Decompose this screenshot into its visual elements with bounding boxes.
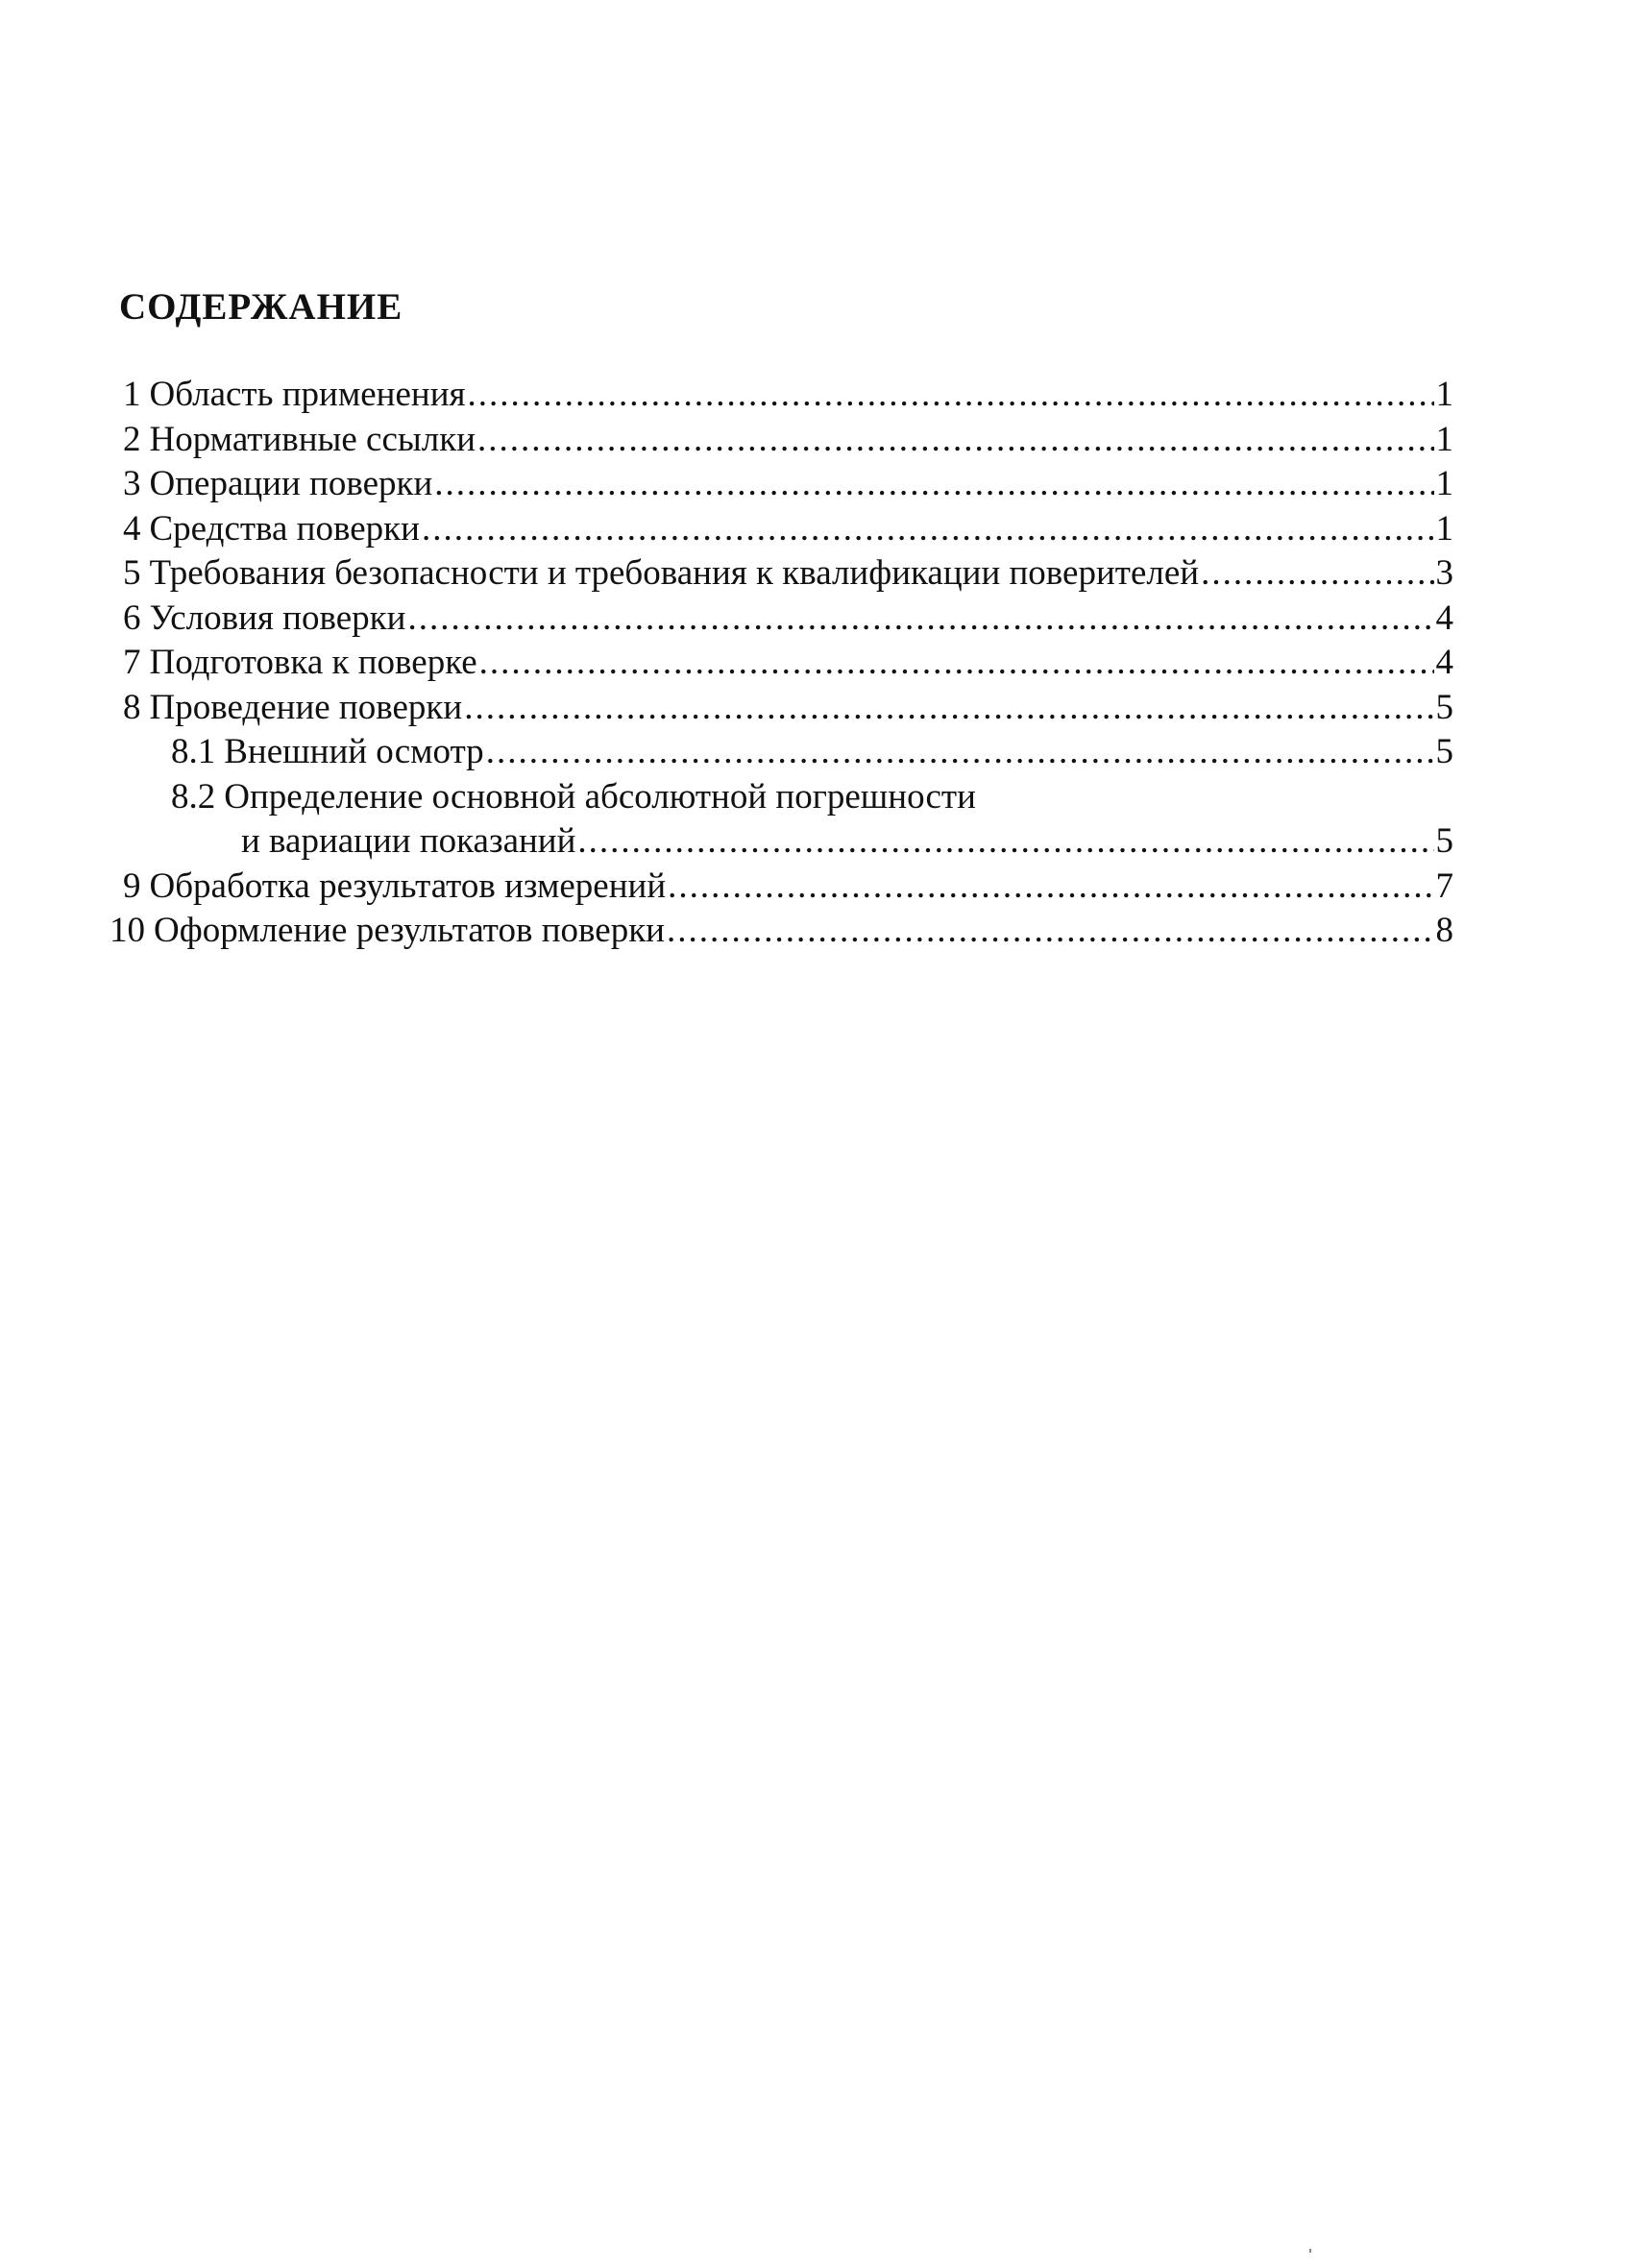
dot-leader bbox=[668, 865, 1433, 910]
dot-leader bbox=[422, 507, 1434, 552]
toc-entry bbox=[123, 865, 1453, 910]
toc-entry-page: 4 bbox=[1435, 597, 1453, 638]
toc-entry-title: Проведение поверки bbox=[149, 687, 463, 727]
toc-entry-page: 1 bbox=[1435, 464, 1453, 503]
toc-entry-number: 9 bbox=[123, 866, 141, 906]
toc-title: СОДЕРЖАНИЕ bbox=[119, 286, 403, 328]
dot-leader bbox=[468, 373, 1434, 418]
toc-entry bbox=[123, 551, 1453, 597]
toc-entry bbox=[123, 641, 1453, 686]
toc-entry-title: Операции поверки bbox=[149, 464, 433, 503]
toc-entry-title: Область применения bbox=[149, 375, 466, 414]
toc-entry-title: Внешний осмотр bbox=[224, 732, 484, 771]
toc-entry-title: и вариации показаний bbox=[241, 821, 576, 861]
toc-entry-number: 2 bbox=[123, 419, 141, 459]
toc-entry-number: 6 bbox=[123, 597, 141, 638]
toc-entry bbox=[123, 418, 1453, 463]
toc-entry-page: 5 bbox=[1435, 732, 1453, 771]
toc-entry-page: 7 bbox=[1435, 866, 1453, 906]
scan-speck bbox=[1309, 2249, 1311, 2253]
toc-entry bbox=[123, 597, 1453, 642]
toc-entry-title: Условия поверки bbox=[149, 597, 406, 638]
dot-leader bbox=[667, 909, 1434, 954]
dot-leader bbox=[464, 686, 1433, 731]
toc-subentry-continuation bbox=[123, 819, 1453, 865]
toc-entry-title: Подготовка к поверке bbox=[149, 643, 477, 682]
toc-entry-number: 3 bbox=[123, 464, 141, 503]
toc-entry-number: 7 bbox=[123, 643, 141, 682]
toc-subentry bbox=[123, 730, 1453, 775]
dot-leader bbox=[477, 418, 1433, 463]
toc-entry-number: 4 bbox=[123, 508, 141, 549]
toc-entry-title: Обработка результатов измерений bbox=[149, 866, 667, 906]
dot-leader bbox=[434, 462, 1433, 507]
toc-entry-page: 3 bbox=[1435, 553, 1453, 593]
toc-entry-page: 1 bbox=[1435, 508, 1453, 549]
toc-entry-number: 1 bbox=[123, 375, 141, 414]
toc-entry-title: Оформление результатов поверки bbox=[154, 911, 665, 950]
toc-entry bbox=[123, 507, 1453, 552]
toc-entry-number: 8.2 bbox=[171, 776, 216, 817]
toc-entry bbox=[110, 909, 1453, 954]
toc-entry-number: 5 bbox=[123, 553, 141, 593]
toc-entry-number: 10 bbox=[110, 911, 145, 950]
toc-entry-page: 4 bbox=[1435, 643, 1453, 682]
dot-leader bbox=[479, 641, 1434, 686]
toc-entry-title: Средства поверки bbox=[149, 508, 420, 549]
toc-entry bbox=[123, 373, 1453, 418]
toc-subentry bbox=[123, 775, 1453, 820]
toc-entry-page: 5 bbox=[1435, 687, 1453, 727]
dot-leader bbox=[407, 597, 1433, 642]
dot-leader bbox=[486, 730, 1434, 775]
toc-entry bbox=[123, 462, 1453, 507]
table-of-contents bbox=[110, 373, 1453, 954]
dot-leader bbox=[577, 819, 1433, 865]
toc-entry-number: 8 bbox=[123, 687, 141, 727]
toc-entry-number: 8.1 bbox=[171, 732, 216, 771]
toc-entry-title: Нормативные ссылки bbox=[149, 419, 476, 459]
toc-entry-title: Требования безопасности и требования к квалификации поверителей bbox=[149, 553, 1200, 593]
toc-entry-title: Определение основной абсолютной погрешности bbox=[224, 776, 976, 817]
toc-entry bbox=[123, 686, 1453, 731]
toc-entry-page: 8 bbox=[1435, 911, 1453, 950]
dot-leader bbox=[1201, 551, 1433, 597]
toc-entry-page: 1 bbox=[1435, 375, 1453, 414]
toc-entry-page: 5 bbox=[1435, 821, 1453, 861]
toc-entry-page: 1 bbox=[1435, 419, 1453, 459]
